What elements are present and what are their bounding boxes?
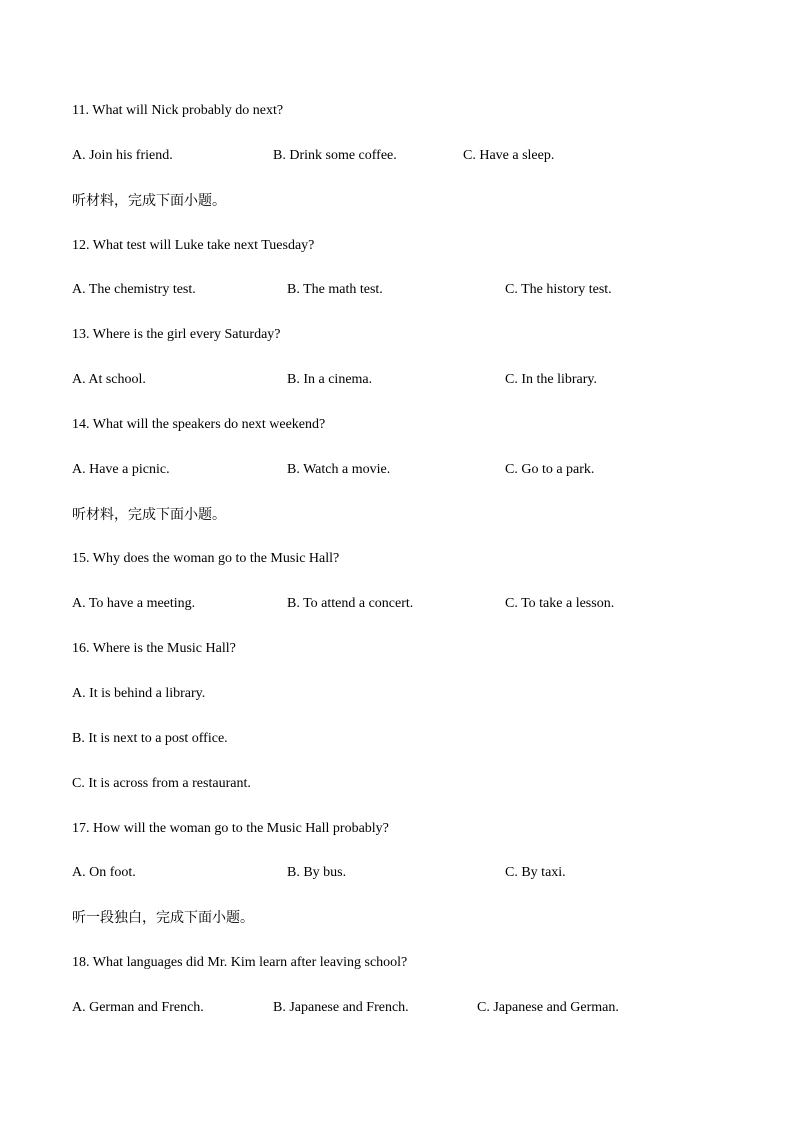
question-13: 13. Where is the girl every Saturday? xyxy=(72,327,281,342)
option-12-c: C. The history test. xyxy=(505,282,612,297)
option-12-b: B. The math test. xyxy=(287,282,383,297)
option-15-b: B. To attend a concert. xyxy=(287,596,414,611)
option-14-c: C. Go to a park. xyxy=(505,462,595,477)
option-18-c: C. Japanese and German. xyxy=(477,1000,619,1015)
question-17: 17. How will the woman go to the Music Hall probably? xyxy=(72,821,389,836)
option-18-b: B. Japanese and French. xyxy=(273,1000,409,1015)
option-15-c: C. To take a lesson. xyxy=(505,596,615,611)
option-16-c: C. It is across from a restaurant. xyxy=(72,776,251,791)
option-14-a: A. Have a picnic. xyxy=(72,462,170,477)
question-15: 15. Why does the woman go to the Music Hall? xyxy=(72,551,340,566)
option-13-a: A. At school. xyxy=(72,372,146,387)
option-11-b: B. Drink some coffee. xyxy=(273,148,397,163)
option-11-c: C. Have a sleep. xyxy=(463,148,555,163)
option-17-b: B. By bus. xyxy=(287,865,347,880)
option-12-a: A. The chemistry test. xyxy=(72,282,196,297)
question-18: 18. What languages did Mr. Kim learn after leaving school? xyxy=(72,955,408,970)
option-16-b: B. It is next to a post office. xyxy=(72,731,228,746)
option-13-c: C. In the library. xyxy=(505,372,598,387)
option-13-b: B. In a cinema. xyxy=(287,372,373,387)
section-instruction-1: 听材料，完成下面小题。 xyxy=(72,193,226,209)
option-17-a: A. On foot. xyxy=(72,865,136,880)
question-11: 11. What will Nick probably do next? xyxy=(72,103,284,118)
option-15-a: A. To have a meeting. xyxy=(72,596,196,611)
section-instruction-2: 听材料，完成下面小题。 xyxy=(72,507,226,523)
option-16-a: A. It is behind a library. xyxy=(72,686,206,701)
question-12: 12. What test will Luke take next Tuesday? xyxy=(72,238,315,253)
section-instruction-3: 听一段独白，完成下面小题。 xyxy=(72,910,254,926)
option-11-a: A. Join his friend. xyxy=(72,148,173,163)
question-14: 14. What will the speakers do next weekend? xyxy=(72,417,326,432)
question-16: 16. Where is the Music Hall? xyxy=(72,641,236,656)
option-14-b: B. Watch a movie. xyxy=(287,462,391,477)
option-18-a: A. German and French. xyxy=(72,1000,204,1015)
option-17-c: C. By taxi. xyxy=(505,865,566,880)
